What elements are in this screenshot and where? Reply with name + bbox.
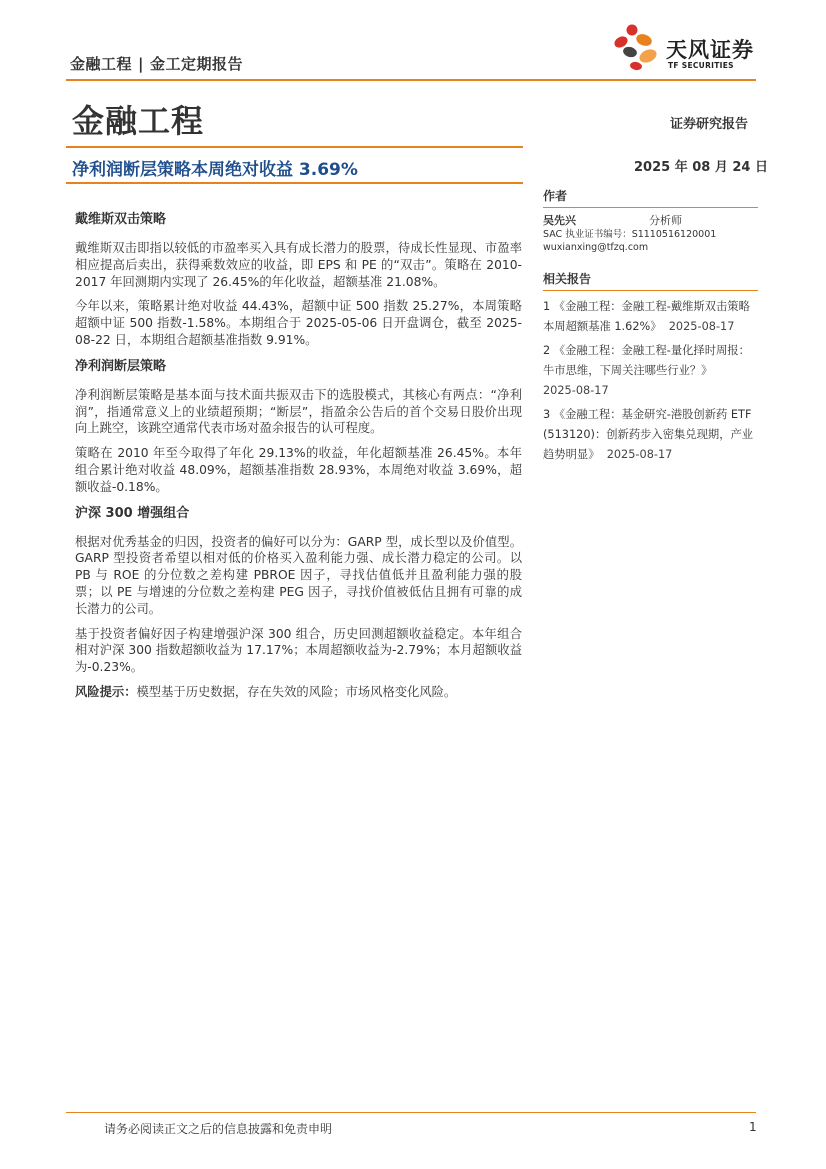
page-number: 1 — [749, 1120, 757, 1134]
related-report-title: 3 《金融工程：基金研究-港股创新药 ETF (513120)：创新药步入密集兑现期，产业趋势明显》 — [543, 408, 754, 461]
header-divider — [66, 79, 756, 81]
footer-disclaimer: 请务必阅读正文之后的信息披露和免责申明 — [104, 1122, 333, 1136]
related-report-item[interactable] — [543, 405, 758, 465]
author-heading: 作者 — [543, 185, 758, 208]
risk-warning-label: 风险提示： — [75, 684, 137, 699]
related-report-date: 2025-08-17 — [543, 384, 609, 397]
author-email[interactable]: wuxianxing@tfzq.com — [543, 242, 649, 253]
author-certificate: SAC 执业证书编号：S1110516120001 — [543, 229, 717, 240]
tf-securities-logo — [610, 20, 760, 75]
related-report-title: 2 《金融工程：金融工程-量化择时周报：牛市思维，下周关注哪些行业？》 — [543, 344, 750, 377]
breadcrumb — [70, 53, 243, 74]
logo-text-chinese: 天风证券 — [666, 38, 754, 62]
breadcrumb-category: 金融工程 — [70, 55, 133, 73]
related-reports-heading: 相关报告 — [543, 268, 758, 291]
logo-mark-icon — [610, 20, 666, 75]
paragraph-profit-gap-intro: 净利润断层策略是基本面与技术面共振双击下的选股模式，其核心有两点：“净利润”，指通常意义上的业绩超预期；“断层”，指盈余公告后的首个交易日股价出现向上跳空，该跳空通常代表市场对盈余报告的认可程度。 — [75, 387, 522, 436]
paragraph-hs300-performance: 基于投资者偏好因子构建增强沪深 300 组合，历史回测超额收益稳定。本年组合相对沪深 300 指数超额收益为 17.17%；本周超额收益为-2.79%；本月超额收益为-0.23%。 — [75, 626, 522, 675]
report-subtitle: 净利润断层策略本周绝对收益 3.69% — [72, 160, 358, 180]
paragraph-davis-performance: 今年以来，策略累计绝对收益 44.43%，超额中证 500 指数 25.27%，本周策略超额中证 500 指数-1.58%。本期组合于 2025-05-06 日开盘调仓，截至 2025-08-22 日，本期组合超额基准指数 9.91%。 — [75, 299, 522, 347]
related-report-date: 2025-08-17 — [668, 320, 735, 333]
related-report-title: 1 《金融工程：金融工程-戴维斯双击策略本周超额基准 1.62%》 — [543, 300, 750, 333]
breadcrumb-report-kind: 金工定期报告 — [150, 55, 244, 73]
subtitle-bottom-rule — [66, 182, 523, 184]
footer-divider — [66, 1112, 756, 1113]
report-date: 2025 年 08 月 24 日 — [634, 160, 768, 175]
section-heading-davis: 戴维斯双击策略 — [75, 212, 167, 227]
related-report-item[interactable] — [543, 341, 758, 401]
section-heading-hs300: 沪深 300 增强组合 — [75, 505, 190, 521]
paragraph-profit-gap-performance: 策略在 2010 年至今取得了年化 29.13%的收益，年化超额基准 26.45%。本年组合累计绝对收益 48.09%，超额基准指数 28.93%，本周绝对收益 3.69%，超额收益-0.18%。 — [75, 446, 522, 494]
paragraph-hs300-intro: 根据对优秀基金的归因，投资者的偏好可以分为：GARP 型，成长型以及价值型。GARP 型投资者希望以相对低的价格买入盈利能力强、成长潜力稳定的公司。以 PB 与 ROE 的分位数之差构建 PBROE 因子，寻找估值低并且盈利能力强的股票；以 PE 与增速的分位数之差构建 PEG 因子，寻找价值被低估且拥有可靠的成长潜力的公司。 — [75, 534, 522, 616]
subtitle-top-rule — [66, 146, 523, 148]
sidebar — [543, 185, 758, 469]
page-title: 金融工程 — [72, 102, 205, 140]
report-type-label: 证券研究报告 — [670, 117, 749, 132]
paragraph-davis-intro: 戴维斯双击即指以较低的市盈率买入具有成长潜力的股票，待成长性显现、市盈率相应提高后卖出，获得乘数效应的收益，即 EPS 和 PE 的“双击”。策略在 2010-2017 年回测期内实现了 26.45%的年化收益，超额基准 21.08%。 — [75, 241, 522, 289]
main-content — [75, 210, 522, 701]
breadcrumb-separator: | — [138, 55, 144, 73]
risk-warning — [75, 684, 522, 701]
section-heading-profit-gap: 净利润断层策略 — [75, 358, 167, 374]
author-name: 吴先兴 — [543, 214, 576, 227]
risk-warning-text: 模型基于历史数据，存在失效的风险；市场风格变化风险。 — [136, 684, 457, 699]
author-row — [543, 214, 758, 228]
related-report-date: 2025-08-17 — [606, 448, 673, 461]
logo-text-english: TF SECURITIES — [668, 61, 734, 70]
related-report-item[interactable] — [543, 297, 758, 337]
author-role: 分析师 — [649, 214, 682, 227]
